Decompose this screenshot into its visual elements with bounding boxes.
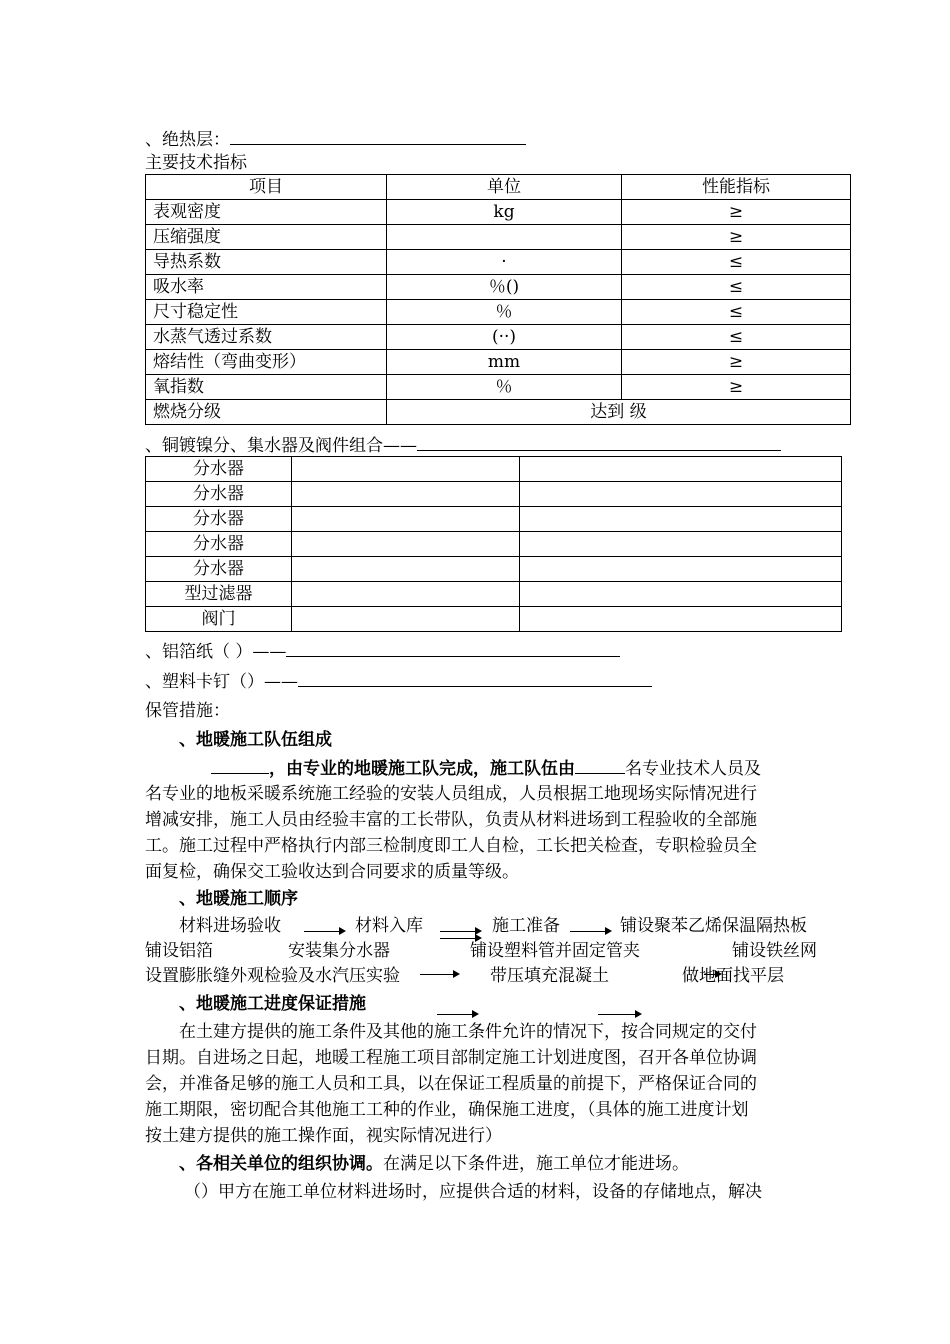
row-value: ≥ [622,225,851,250]
step-pipe-laying: 铺设塑料管并固定管夹 [470,941,640,961]
arrow-icon [437,1014,477,1015]
manifold-title: 、铜镀镍分、集水器及阀件组合—— [145,436,417,456]
specs-table [145,174,851,425]
arrow-icon [598,1014,640,1015]
team-line-5: 面复检，确保交工验收达到合同要求的质量等级。 [145,862,519,882]
row-item: 导热系数 [146,250,387,275]
header-item: 项目 [146,175,387,200]
row-grade-value: 达到 级 [387,400,851,425]
step-foil: 铺设铝箔 [145,941,213,961]
step-preparation: 施工准备 [492,916,560,936]
manifold-item: 分水器 [146,532,292,557]
table-row [146,507,842,532]
header-unit: 单位 [387,175,622,200]
step-manifold: 安装集分水器 [288,941,390,961]
row-unit [387,225,622,250]
manifold-table [145,456,842,632]
coordination-heading: 、各相关单位的组织协调。 [179,1154,383,1174]
step-concrete: 带压填充混凝土 [490,966,609,986]
table-cell [520,557,842,582]
team-line-1 [211,756,761,781]
row-unit: · [387,250,622,275]
table-row [146,350,851,375]
foil-line [145,639,620,664]
table-cell [292,457,520,482]
table-row [146,275,851,300]
table-row [146,557,842,582]
arrow-icon [440,931,480,932]
insulation-label: 、绝热层： [145,130,230,150]
storage-label: 保管措施： [145,701,230,721]
row-item: 压缩强度 [146,225,387,250]
row-value: ≤ [622,275,851,300]
manifold-item: 分水器 [146,507,292,532]
table-row [146,457,842,482]
step-expansion-test: 设置膨胀缝外观检验及水汽压实验 [145,966,400,986]
schedule-line-2: 日期。自进场之日起，地暖工程施工项目部制定施工计划进度图，召开各单位协调 [145,1048,757,1068]
table-row [146,375,851,400]
table-cell [292,532,520,557]
manifold-item: 分水器 [146,457,292,482]
team-line-2: 名专业的地板采暖系统施工经验的安装人员组成，人员根据工地现场实际情况进行 [145,784,757,804]
row-value: ≤ [622,325,851,350]
table-row [146,200,851,225]
table-row [146,482,842,507]
table-cell [520,607,842,632]
manifold-item: 分水器 [146,557,292,582]
row-unit: kg [387,200,622,225]
row-unit: ％ [387,375,622,400]
table-cell [520,457,842,482]
team-line-4: 工。施工过程中严格执行内部三检制度即工人自检，工长把关检查，专职检验员全 [145,836,757,856]
arrow-icon [304,931,344,932]
table-cell [292,482,520,507]
header-performance: 性能指标 [622,175,851,200]
row-item: 水蒸气透过系数 [146,325,387,350]
arrow-icon [570,931,610,932]
table-row [146,532,842,557]
table-cell [292,582,520,607]
team-line-3: 增减安排，施工人员由经验丰富的工长带队，负责从材料进场到工程验收的全部施 [145,810,757,830]
manifold-item: 阀门 [146,607,292,632]
schedule-line-4: 施工期限，密切配合其他施工工种的作业，确保施工进度，（具体的施工进度计划 [145,1100,749,1120]
row-value: ≤ [622,250,851,275]
clip-label: 、塑料卡钉（）—— [145,672,298,692]
row-item: 吸水率 [146,275,387,300]
table-row [146,400,851,425]
table-row [146,300,851,325]
table-row [146,250,851,275]
table-cell [292,557,520,582]
foil-blank [286,639,620,657]
row-unit: mm [387,350,622,375]
table-cell [520,532,842,557]
team-text-1: ，由专业的地暖施工队完成，施工队伍由 [269,759,575,779]
manifold-blank [417,433,781,451]
table-cell [520,482,842,507]
coordination-item-1: （）甲方在施工单位材料进场时，应提供合适的材料，设备的存储地点，解决 [184,1182,762,1202]
insulation-line [145,127,526,152]
table-row [146,225,851,250]
row-item: 氧指数 [146,375,387,400]
schedule-heading: 、地暖施工进度保证措施 [179,994,366,1014]
step-leveling: 做地面找平层 [682,966,784,986]
coordination-text: 在满足以下条件进，施工单位才能进场。 [383,1154,689,1174]
row-unit: ％() [387,275,622,300]
insulation-blank [230,127,526,145]
table-row [146,607,842,632]
row-value: ≥ [622,350,851,375]
step-wire-mesh: 铺设铁丝网 [732,941,817,961]
row-unit: ％ [387,300,622,325]
row-value: ≥ [622,200,851,225]
row-unit: (··) [387,325,622,350]
schedule-line-3: 会，并准备足够的施工人员和工具，以在保证工程质量的前提下，严格保证合同的 [145,1074,757,1094]
schedule-line-1: 在土建方提供的施工条件及其他的施工条件允许的情况下，按合同规定的交付 [179,1022,757,1042]
step-material-storage: 材料入库 [355,916,423,936]
row-item: 熔结性（弯曲变形） [146,350,387,375]
table-row [146,325,851,350]
table-header-row [146,175,851,200]
table-cell [520,507,842,532]
row-item: 表观密度 [146,200,387,225]
clip-line [145,669,652,694]
specs-title: 主要技术指标 [145,153,247,173]
foil-label: 、铝箔纸（ ）—— [145,642,287,662]
step-insulation-board: 铺设聚苯乙烯保温隔热板 [620,916,807,936]
team-count-blank [575,756,625,774]
sequence-heading: 、地暖施工顺序 [179,889,298,909]
table-row [146,582,842,607]
table-cell [292,607,520,632]
manifold-line [145,433,781,458]
team-text-2: 名专业技术人员及 [625,759,761,779]
row-item: 尺寸稳定性 [146,300,387,325]
clip-blank [298,669,652,687]
manifold-item: 型过滤器 [146,582,292,607]
row-item: 燃烧分级 [146,400,387,425]
manifold-item: 分水器 [146,482,292,507]
coordination-line [179,1152,689,1176]
step-material-inspection: 材料进场验收 [179,916,281,936]
team-heading: 、地暖施工队伍组成 [179,730,332,750]
schedule-line-5: 按土建方提供的施工操作面，视实际情况进行） [145,1126,502,1146]
table-cell [292,507,520,532]
row-value: ≥ [622,375,851,400]
arrow-icon [420,974,458,975]
row-value: ≤ [622,300,851,325]
team-company-blank [211,756,269,774]
table-cell [520,582,842,607]
